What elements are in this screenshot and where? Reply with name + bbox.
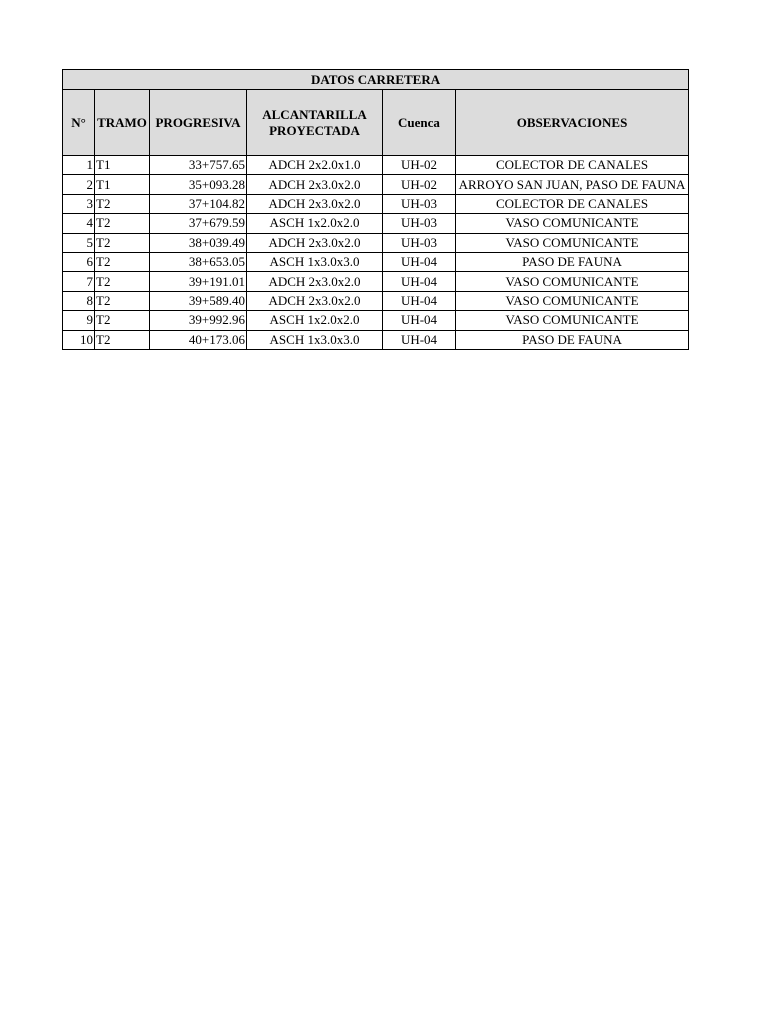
cell-alcantarilla: ASCH 1x2.0x2.0 [247,214,383,233]
cell-tramo: T2 [95,233,150,252]
table-row [63,330,689,349]
cell-cuenca: UH-04 [383,311,456,330]
cell-num: 4 [63,214,95,233]
cell-cuenca: UH-04 [383,330,456,349]
cell-alcantarilla: ASCH 1x2.0x2.0 [247,311,383,330]
cell-tramo: T2 [95,311,150,330]
cell-observaciones-text: VASO COMUNICANTE [505,215,639,231]
cell-observaciones-text: PASO DE FAUNA [522,331,622,347]
cell-progresiva: 40+173.06 [150,330,247,349]
cell-observaciones-text: COLECTOR DE CANALES [495,157,649,173]
table-row [63,233,689,252]
header-observaciones: OBSERVACIONES [456,90,689,156]
cell-observaciones [456,252,689,271]
table-row [63,175,689,194]
cell-tramo: T2 [95,330,150,349]
cell-observaciones-text: PASO DE FAUNA [522,254,622,270]
cell-observaciones-text: COLECTOR DE CANALES [495,195,649,211]
cell-progresiva: 37+679.59 [150,214,247,233]
table-row [63,311,689,330]
cell-cuenca: UH-02 [383,175,456,194]
cell-alcantarilla: ADCH 2x3.0x2.0 [247,291,383,310]
cell-tramo: T2 [95,252,150,271]
cell-observaciones [456,233,689,252]
header-progresiva: PROGRESIVA [150,90,247,156]
cell-alcantarilla: ADCH 2x3.0x2.0 [247,194,383,213]
cell-observaciones [456,272,689,291]
header-tramo: TRAMO [95,90,150,156]
cell-alcantarilla: ADCH 2x3.0x2.0 [247,233,383,252]
cell-progresiva: 39+992.96 [150,311,247,330]
table-row [63,214,689,233]
table-row [63,272,689,291]
cell-observaciones [456,156,689,175]
cell-observaciones-text: VASO COMUNICANTE [505,273,639,289]
cell-observaciones [456,291,689,310]
cell-tramo: T2 [95,214,150,233]
table-body [63,156,689,350]
cell-alcantarilla: ADCH 2x2.0x1.0 [247,156,383,175]
cell-observaciones [456,214,689,233]
cell-observaciones [456,311,689,330]
header-alcantarilla-proyectada: ALCANTARILLA PROYECTADA [247,90,383,156]
cell-observaciones-text: VASO COMUNICANTE [505,292,639,308]
cell-progresiva: 38+653.05 [150,252,247,271]
cell-alcantarilla: ASCH 1x3.0x3.0 [247,252,383,271]
cell-observaciones [456,194,689,213]
cell-cuenca: UH-02 [383,156,456,175]
cell-cuenca: UH-03 [383,233,456,252]
cell-alcantarilla: ADCH 2x3.0x2.0 [247,175,383,194]
table-title: DATOS CARRETERA [63,70,689,90]
table-row [63,291,689,310]
cell-num: 7 [63,272,95,291]
cell-cuenca: UH-04 [383,252,456,271]
cell-num: 8 [63,291,95,310]
cell-cuenca: UH-03 [383,194,456,213]
cell-progresiva: 38+039.49 [150,233,247,252]
cell-tramo: T2 [95,291,150,310]
cell-observaciones-text: ARROYO SAN JUAN, PASO DE FAUNA [458,176,686,192]
datos-carretera-table [62,69,689,350]
header-num: N° [63,90,95,156]
cell-num: 3 [63,194,95,213]
cell-progresiva: 39+191.01 [150,272,247,291]
cell-progresiva: 33+757.65 [150,156,247,175]
cell-tramo: T1 [95,156,150,175]
table-row [63,194,689,213]
table-row [63,156,689,175]
cell-progresiva: 35+093.28 [150,175,247,194]
cell-observaciones-text: VASO COMUNICANTE [505,312,639,328]
cell-observaciones-text: VASO COMUNICANTE [505,234,639,250]
table-row [63,252,689,271]
cell-cuenca: UH-04 [383,272,456,291]
cell-cuenca: UH-04 [383,291,456,310]
header-cuenca: Cuenca [383,90,456,156]
cell-tramo: T1 [95,175,150,194]
cell-progresiva: 39+589.40 [150,291,247,310]
cell-tramo: T2 [95,194,150,213]
cell-num: 6 [63,252,95,271]
cell-alcantarilla: ADCH 2x3.0x2.0 [247,272,383,291]
cell-num: 1 [63,156,95,175]
cell-cuenca: UH-03 [383,214,456,233]
cell-tramo: T2 [95,272,150,291]
cell-observaciones [456,175,689,194]
cell-num: 5 [63,233,95,252]
cell-alcantarilla: ASCH 1x3.0x3.0 [247,330,383,349]
cell-num: 9 [63,311,95,330]
datos-carretera-sheet [62,69,688,350]
cell-num: 2 [63,175,95,194]
cell-num: 10 [63,330,95,349]
cell-observaciones [456,330,689,349]
cell-progresiva: 37+104.82 [150,194,247,213]
